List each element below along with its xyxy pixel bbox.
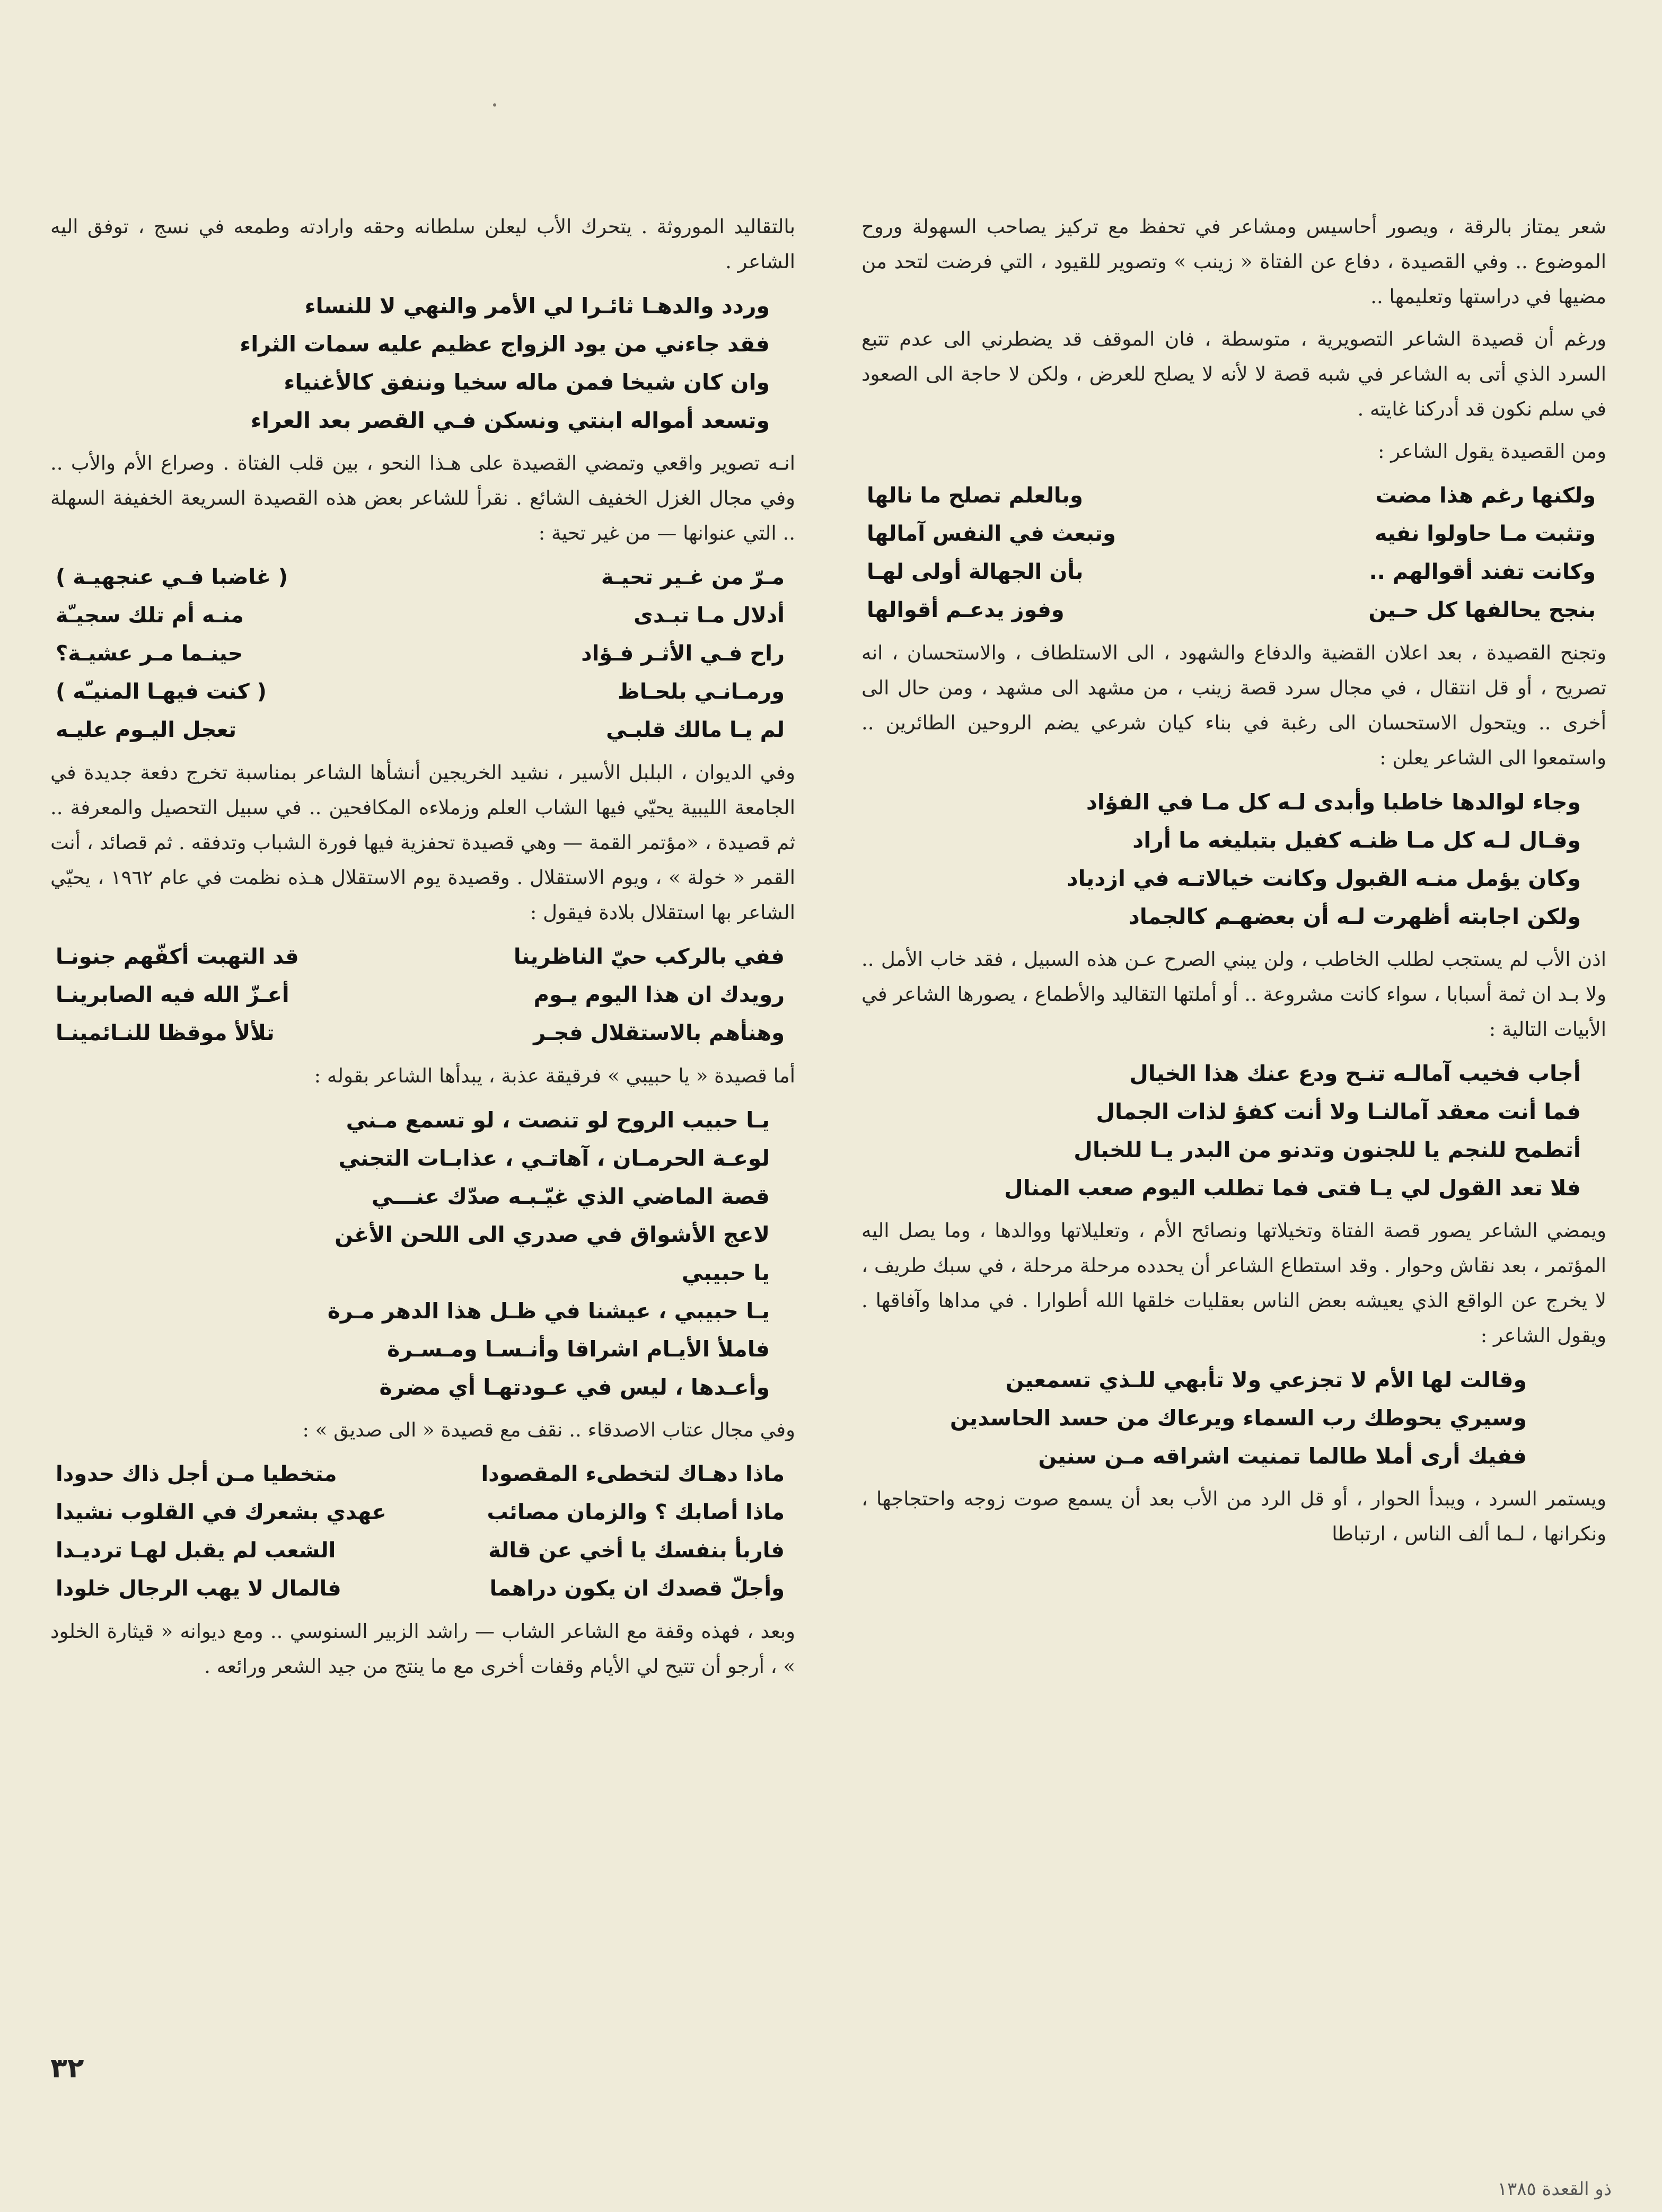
verse-line: قصة الماضي الذي غيّـبـه صدّك عنـــي [371, 1184, 770, 1209]
verse-line: وتسعد أمواله ابنتي ونسكن فـي القصر بعد العراء [250, 408, 770, 433]
footer-date: ذو القعدة ١٣٨٥ [1497, 2179, 1612, 2200]
paragraph: أما قصيدة « يا حبيبي » فرقيقة عذبة ، يبدأها الشاعر بقوله : [314, 1064, 795, 1087]
couplet [50, 1493, 795, 1531]
right-column [861, 209, 1606, 1559]
hemistich-second: تعجل اليـوم عليـه [56, 718, 237, 742]
verse-line: وقـال لـه كل مـا ظنـه كفيل بتبليغه ما أراد [1132, 827, 1581, 853]
hemistich-first: وتثبت مـا حاولوا نفيه [1374, 522, 1596, 546]
hemistich-second: حينـما مـر عشيـة؟ [56, 641, 243, 666]
hemistich-second: قد التهبت أكفّهم جنونـا [56, 945, 299, 969]
poem-verses [861, 1054, 1606, 1207]
hemistich-first: ففي بالركب حيّ الناظرينا [513, 945, 785, 969]
couplet [50, 1455, 795, 1493]
couplet [50, 711, 795, 749]
paragraph: وفي الديوان ، البلبل الأسير ، نشيد الخريجين أنشأها الشاعر بمناسبة تخرج دفعة جديدة في الجامعة الليبية يحيّي فيها الشاب العلم وزملاءه المكافحين .. في سبيل التحصيل والمعرفة .. ثم قصيدة ، «مؤتمر القمة — وهي قصيدة تحفزية فيها فورة الشباب وتدفقه . ثم قصائد ، أنت القمر « خولة » ، ويوم الاستقلال . وقصيدة يوم الاستقلال هـذه نظمت في عام ١٩٦٢ ، يحيّي الشاعر بها استقلال بلادة فيقول : [50, 761, 795, 924]
hemistich-second: وبالعلم تصلح ما نالها [867, 483, 1083, 508]
hemistich-first: راح فـي الأثـر فـؤاد [581, 641, 785, 666]
couplet [861, 553, 1606, 591]
couplet [50, 558, 795, 596]
hemistich-second: متخطيا مـن أجل ذاك حدودا [56, 1462, 337, 1486]
couplet [50, 673, 795, 711]
paragraph: ورغم أن قصيدة الشاعر التصويرية ، متوسطة ، فان الموقف قد يضطرني الى عدم تتبع السرد الذي أتى به الشاعر في شبه قصة لا لأنه لا يصلح للعرض ، ولكن لا حاجة الى الصعود في سلم نكون قد أدركنا غايته . [861, 328, 1606, 420]
verse-line: لاعج الأشواق في صدري الى اللحن الأغن [335, 1222, 770, 1247]
hemistich-first: ورمـانـي بلحـاظ [618, 680, 785, 704]
poem-verses [50, 1101, 795, 1406]
verse-line: وقالت لها الأم لا تجزعي ولا تأبهي للـذي تسمعين [1005, 1367, 1527, 1393]
poem-verses [861, 783, 1606, 936]
couplet [50, 1014, 795, 1052]
paragraph: وفي مجال عتاب الاصدقاء .. نقف مع قصيدة « الى صديق » : [302, 1418, 795, 1441]
paragraph: اذن الأب لم يستجب لطلب الخاطب ، ولن يبني الصرح عـن هذه السبيل ، فقد خاب الأمل .. ولا بـد ان ثمة أسبابا ، سواء كانت مشروعة .. أو أملتها التقاليد والأطماع ، يصورها الشاعر في الأبيات التالية : [861, 948, 1606, 1041]
hemistich-first: ولكنها رغم هذا مضت [1375, 483, 1596, 508]
paragraph: بالتقاليد الموروثة . يتحرك الأب ليعلن سلطانه وحقه وارادته وطمعه في نسج ، توفق اليه الشاعر . [50, 215, 795, 273]
hemistich-first: لم يـا مالك قلبـي [606, 718, 785, 742]
poem-couplets [50, 558, 795, 749]
verse-line: وان كان شيخا فمن ماله سخيا وننفق كالأغنياء [284, 369, 770, 395]
hemistich-first: وأجلّ قصدك ان يكون دراهما [489, 1576, 785, 1601]
paragraph: وتجنح القصيدة ، بعد اعلان القضية والدفاع والشهود ، الى الاستلطاف ، والاستحسان ، انه تصريح ، أو قل انتقال ، في مجال سرد قصة زينب ، من مشهد الى مشهد ، ومن حال الى أخرى .. ويتحول الاستحسان الى رغبة في بناء كيان شرعي يضم الروحين الطائرين .. واستمعوا الى الشاعر يعلن : [861, 641, 1606, 769]
hemistich-first: ماذا أصابك ؟ والزمان مصائب [487, 1500, 785, 1524]
hemistich-second: ( غاضبا فـي عنجهيـة ) [56, 565, 288, 589]
hemistich-first: رويدك ان هذا اليوم يـوم [533, 983, 785, 1007]
hemistich-second: بأن الجهالة أولى لهـا [867, 560, 1084, 584]
hemistich-first: أدلال مـا تبـدى [634, 603, 785, 628]
hemistich-second: الشعب لم يقبل لهـا ترديـدا [56, 1538, 336, 1563]
hemistich-first: فاربأ بنفسك يا أخي عن قالة [488, 1538, 785, 1563]
couplet [861, 515, 1606, 553]
page-number: ٣٢ [50, 2052, 84, 2084]
verse-line: فقد جاءني من يود الزواج عظيم عليه سمات الثراء [240, 331, 770, 357]
couplet [50, 634, 795, 673]
verse-line: أجاب فخيب آمالـه تنـح ودع عنك هذا الخيال [1129, 1061, 1581, 1086]
verse-line: وردد والدهـا ثائـرا لي الأمر والنهي لا للنساء [304, 293, 770, 319]
poem-couplets [50, 938, 795, 1052]
verse-line: فما أنت معقد آمالنـا ولا أنت كفؤ لذات الجمال [1096, 1099, 1581, 1124]
verse-line: يـا حبيبي ، عيشنا في ظـل هذا الدهر مـرة [327, 1298, 770, 1324]
paragraph: ويستمر السرد ، ويبدأ الحوار ، أو قل الرد من الأب بعد أن يسمع صوت زوجه واحتجاجها ، ونكرانها ، لـما ألف الناس ، ارتباطا [861, 1487, 1606, 1545]
verse-line: ولكن اجابته أظهرت لـه أن بعضهـم كالجماد [1128, 904, 1581, 929]
verse-line: فلا تعد القول لي يـا فتى فما تطلب اليوم صعب المنال [1004, 1175, 1581, 1201]
couplet [50, 596, 795, 634]
hemistich-second: تلألأ موقظا للنـائمينـا [56, 1021, 275, 1045]
print-speck [493, 103, 496, 107]
hemistich-second: منـه أم تلك سجيـّة [56, 603, 244, 628]
verse-line: فاملأ الأيـام اشراقا وأنـسـا ومـسـرة [387, 1336, 770, 1362]
hemistich-second: وفوز يدعـم أقوالها [867, 598, 1065, 622]
poem-verses [861, 1361, 1606, 1475]
paragraph: وبعد ، فهذه وقفة مع الشاعر الشاب — راشد الزبير السنوسي .. ومع ديوانه « قيثارة الخلود » ، أرجو أن تتيح لي الأيام وقفات أخرى مع ما ينتج من جيد الشعر ورائعه . [50, 1620, 795, 1678]
verse-line: أتطمح للنجم يا للجنون وتدنو من البدر يـا للخبال [1074, 1137, 1581, 1162]
verse-line: وجاء لوالدها خاطبا وأبدى لـه كل مـا في الفؤاد [1086, 789, 1581, 815]
verse-line: وسيري يحوطك رب السماء ويرعاك من حسد الحاسدين [949, 1405, 1527, 1431]
hemistich-second: أعـزّ الله فيه الصابرينـا [56, 983, 289, 1007]
verse-line: يا حبيبي [681, 1260, 770, 1285]
couplet [50, 1531, 795, 1570]
verse-line: لوعـة الحرمـان ، آهاتـي ، عذابـات التجني [338, 1145, 770, 1171]
hemistich-second: فالمال لا يهب الرجال خلودا [56, 1576, 341, 1601]
hemistich-first: مـرّ من غـير تحيـة [601, 565, 785, 589]
hemistich-first: وكانت تفند أقوالهم .. [1369, 560, 1596, 584]
left-column [50, 209, 795, 1691]
hemistich-second: ( كنت فيهـا المنيـّه ) [56, 680, 267, 704]
verse-line: ففيك أرى أملا طالما تمنيت اشراقه مـن سنين [1038, 1443, 1527, 1469]
poem-couplets [861, 477, 1606, 629]
couplet [50, 938, 795, 976]
paragraph: شعر يمتاز بالرقة ، ويصور أحاسيس ومشاعر في تحفظ مع تركيز يصاحب السهولة وروح الموضوع .. وفي القصيدة ، دفاع عن الفتاة « زينب » وتصوير للقيود ، التي فرضت لتحد من مضيها في دراستها وتعليمها .. [861, 215, 1606, 308]
paragraph: ومن القصيدة يقول الشاعر : [1377, 440, 1606, 463]
verse-line: وكان يؤمل منـه القبول وكانت خيالاتـه في ازدياد [1067, 866, 1581, 891]
verse-line: وأعـدها ، ليس في عـودتهـا أي مضرة [379, 1374, 770, 1400]
couplet [50, 1570, 795, 1608]
couplet [50, 976, 795, 1014]
hemistich-second: عهدي بشعرك في القلوب نشيدا [56, 1500, 386, 1524]
hemistich-second: وتبعث في النفس آمالها [867, 522, 1116, 546]
hemistich-first: وهنأهم بالاستقلال فجـر [533, 1021, 785, 1045]
couplet [861, 477, 1606, 515]
paragraph: انـه تصوير واقعي وتمضي القصيدة على هـذا النحو ، بين قلب الفتاة . وصراع الأم والأب .. وفي مجال الغزل الخفيف الشائع . نقرأ للشاعر بعض هذه القصيدة السريعة الخفيفة السهلة .. التي عنوانها — من غير تحية : [50, 452, 795, 544]
verse-line: يـا حبيب الروح لو تنصت ، لو تسمع مـني [346, 1107, 770, 1133]
paragraph: ويمضي الشاعر يصور قصة الفتاة وتخيلاتها ونصائح الأم ، وتعليلاتها ووالدها ، وما يصل اليه المؤتمر ، بعد نقاش وحوار . وقد استطاع الشاعر أن يحدده مرحلة مرحلة ، في سبك طريف ، لا يخرج عن الواقع الذي يعيشه بعض الناس بعقليات خلقها الله أطوارا . في مداها وآفاقها . ويقول الشاعر : [861, 1219, 1606, 1347]
hemistich-first: ماذا دهـاك لتخطىء المقصودا [481, 1462, 785, 1486]
poem-verses [50, 287, 795, 439]
hemistich-first: بنجح يحالفها كل حـين [1368, 598, 1596, 622]
poem-couplets [50, 1455, 795, 1608]
couplet [861, 591, 1606, 629]
